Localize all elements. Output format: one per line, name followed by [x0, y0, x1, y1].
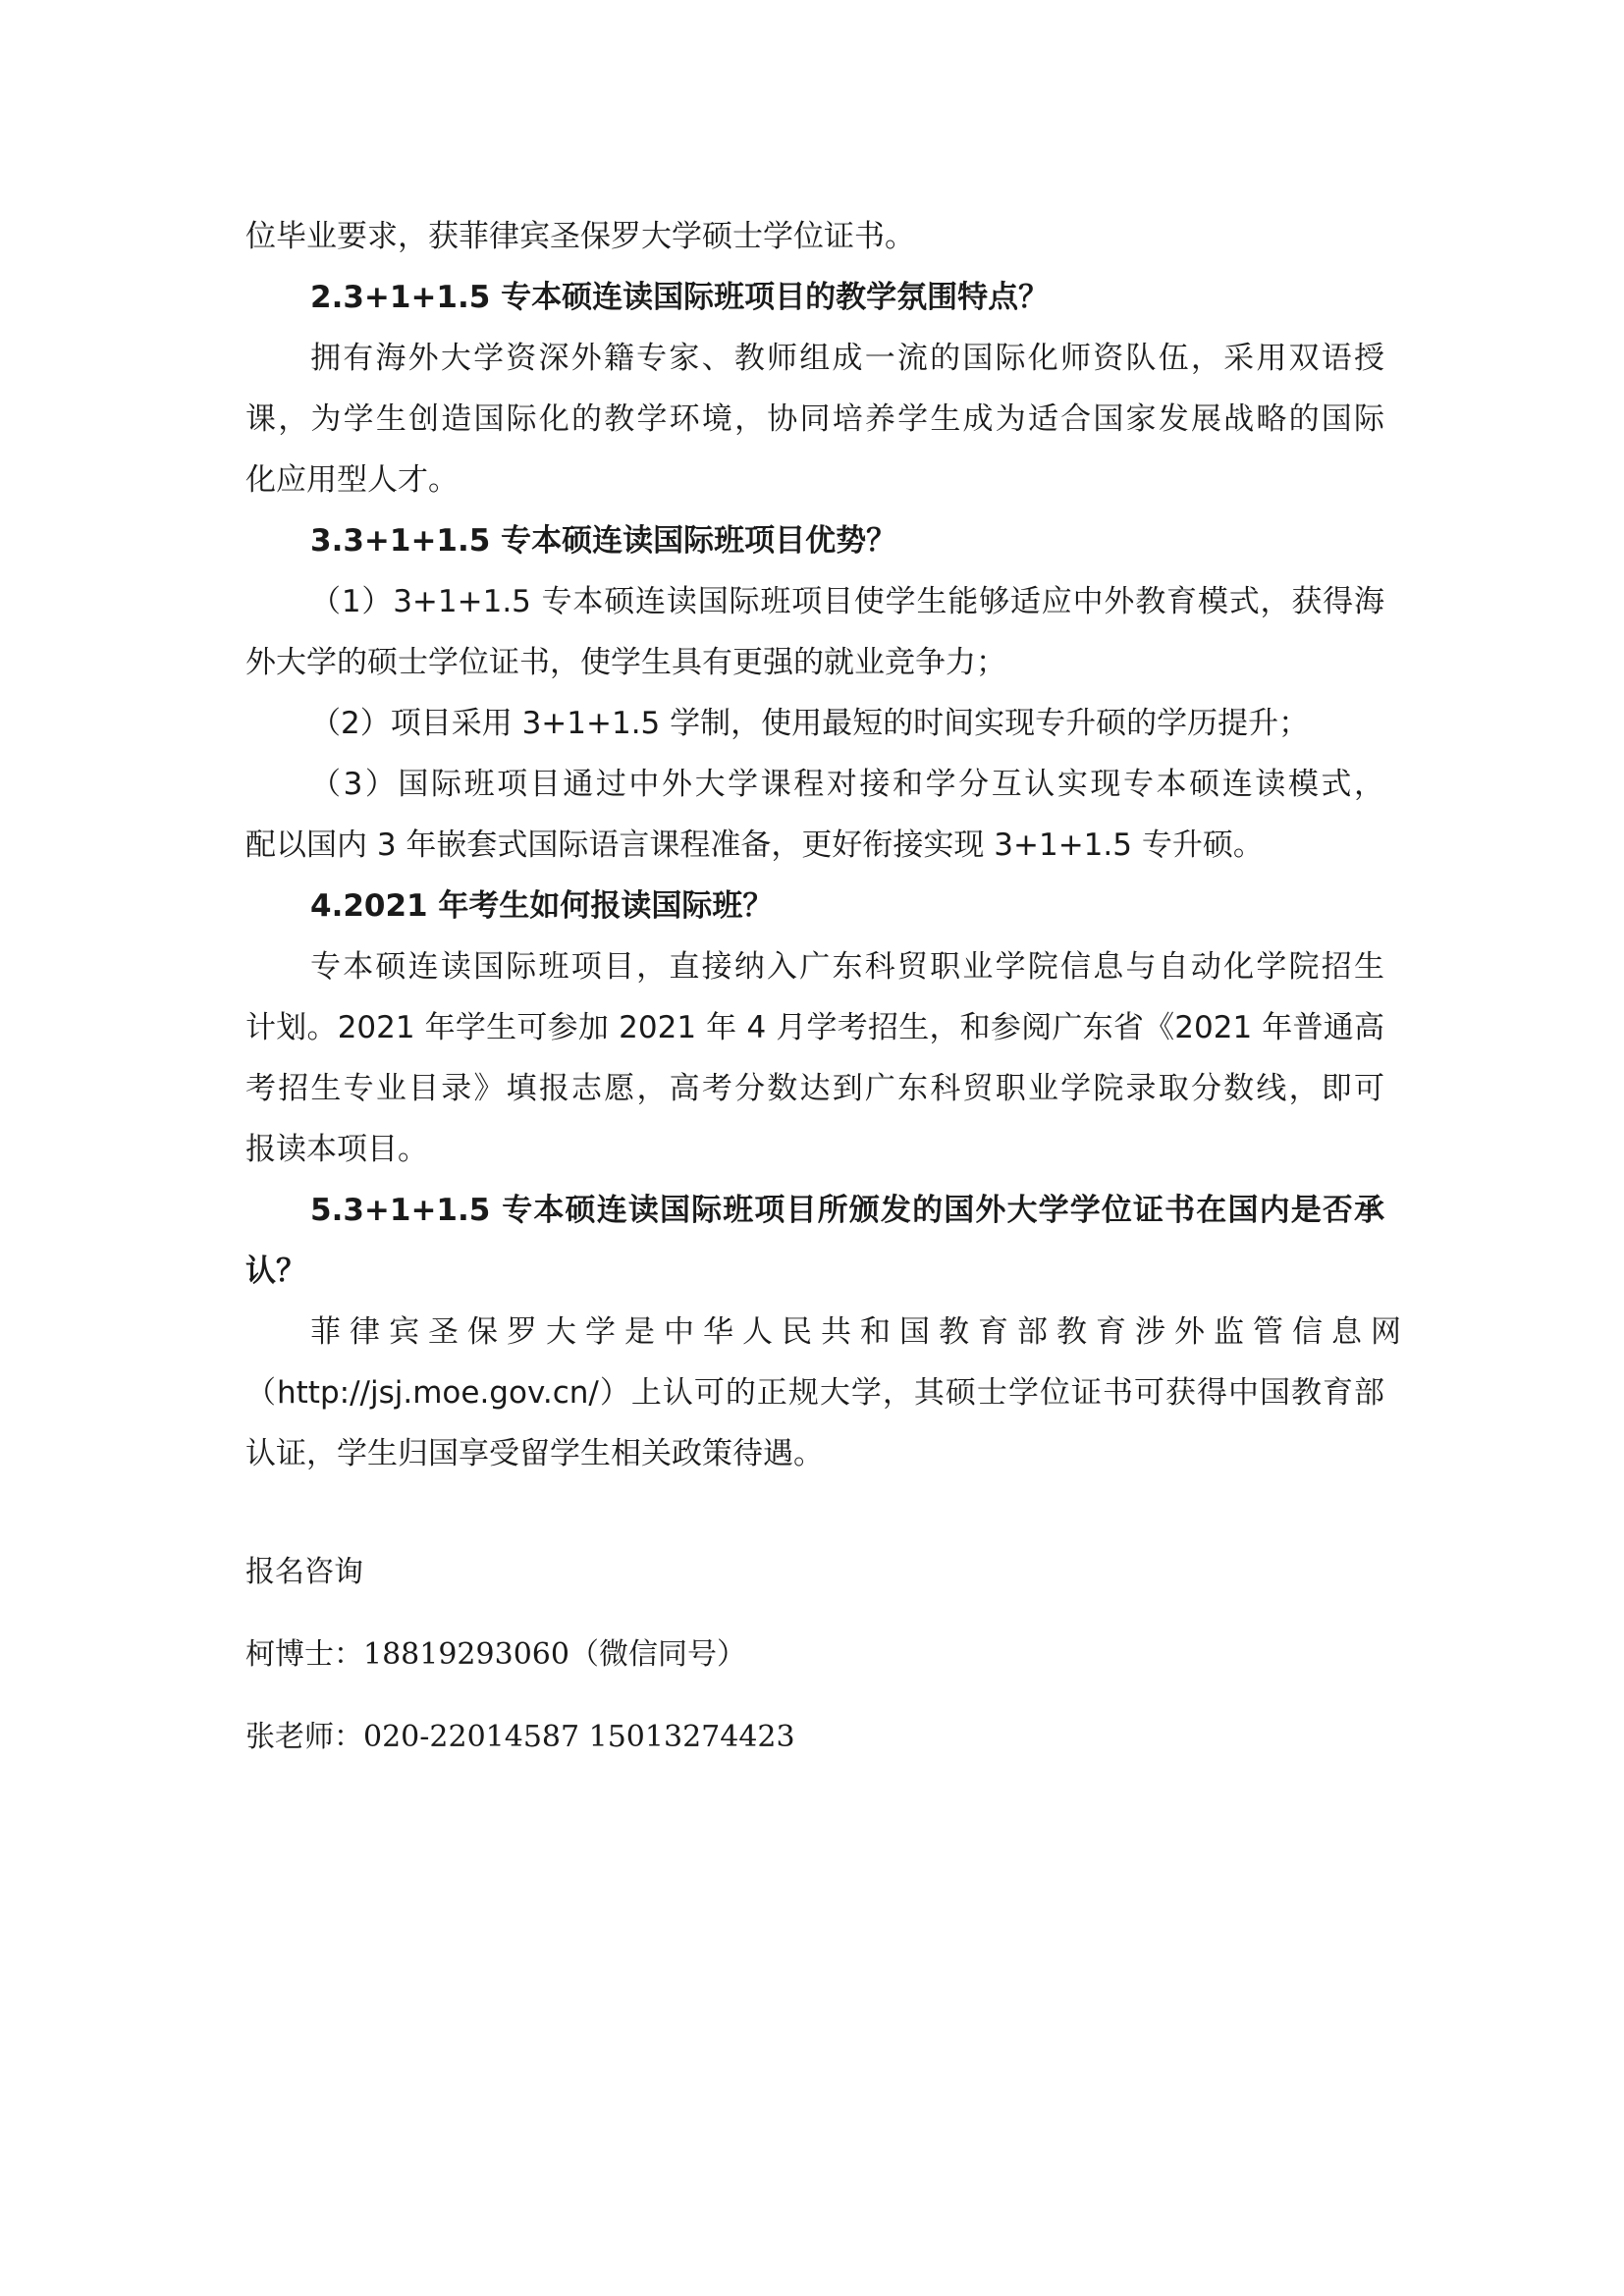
paragraph-line: 专本硕连读国际班项目，直接纳入广东科贸职业学院信息与自动化学院招生 — [310, 949, 1384, 985]
section-heading-5: 5.3+1+1.5 专本硕连读国际班项目所颁发的国外大学学位证书在国内是否承 — [310, 1193, 1384, 1228]
paragraph-line: （http://jsj.moe.gov.cn/）上认可的正规大学，其硕士学位证书可获得中国教育部 — [245, 1375, 1384, 1411]
paragraph-line: 配以国内 3 年嵌套式国际语言课程准备，更好衔接实现 3+1+1.5 专升硕。 — [245, 828, 1264, 863]
paragraph-line: 外大学的硕士学位证书，使学生具有更强的就业竞争力； — [245, 645, 1006, 680]
section-heading-5-continued: 认？ — [245, 1254, 306, 1289]
paragraph-line: （2）项目采用 3+1+1.5 学制，使用最短的时间实现专升硕的学历提升； — [310, 706, 1310, 741]
section-heading-4: 4.2021 年考生如何报读国际班？ — [310, 888, 774, 924]
paragraph-line: 认证，学生归国享受留学生相关政策待遇。 — [245, 1436, 824, 1471]
paragraph-line: （1）3+1+1.5 专本硕连读国际班项目使学生能够适应中外教育模式，获得海 — [310, 584, 1384, 619]
paragraph-line: 化应用型人才。 — [245, 462, 459, 498]
paragraph-line: 菲律宾圣保罗大学是中华人民共和国教育部教育涉外监管信息网 — [310, 1314, 1410, 1350]
section-spacer — [245, 1482, 1384, 1533]
paragraph-line: 位毕业要求，获菲律宾圣保罗大学硕士学位证书。 — [245, 219, 915, 254]
section-heading-3: 3.3+1+1.5 专本硕连读国际班项目优势？ — [310, 523, 897, 559]
paragraph-line: 考招生专业目录》填报志愿，高考分数达到广东科贸职业学院录取分数线，即可 — [245, 1071, 1384, 1106]
section-heading-2: 2.3+1+1.5 专本硕连读国际班项目的教学氛围特点？ — [310, 280, 1050, 315]
paragraph-line: （3）国际班项目通过中外大学课程对接和学分互认实现专本硕连读模式， — [310, 767, 1384, 802]
paragraph-line: 课，为学生创造国际化的教学环境，协同培养学生成为适合国家发展战略的国际 — [245, 401, 1384, 437]
paragraph-line: 计划。2021 年学生可参加 2021 年 4 月学考招生，和参阅广东省《2021 年普通高 — [245, 1010, 1384, 1045]
contact-ke: 柯博士：18819293060（微信同号） — [245, 1637, 746, 1672]
contact-zhang: 张老师：020-22014587 15013274423 — [245, 1720, 795, 1754]
document-body — [245, 204, 1410, 1781]
paragraph-line: 报读本项目。 — [245, 1132, 428, 1167]
paragraph-line: 拥有海外大学资深外籍专家、教师组成一流的国际化师资队伍，采用双语授 — [310, 341, 1384, 376]
contact-heading: 报名咨询 — [245, 1555, 363, 1589]
